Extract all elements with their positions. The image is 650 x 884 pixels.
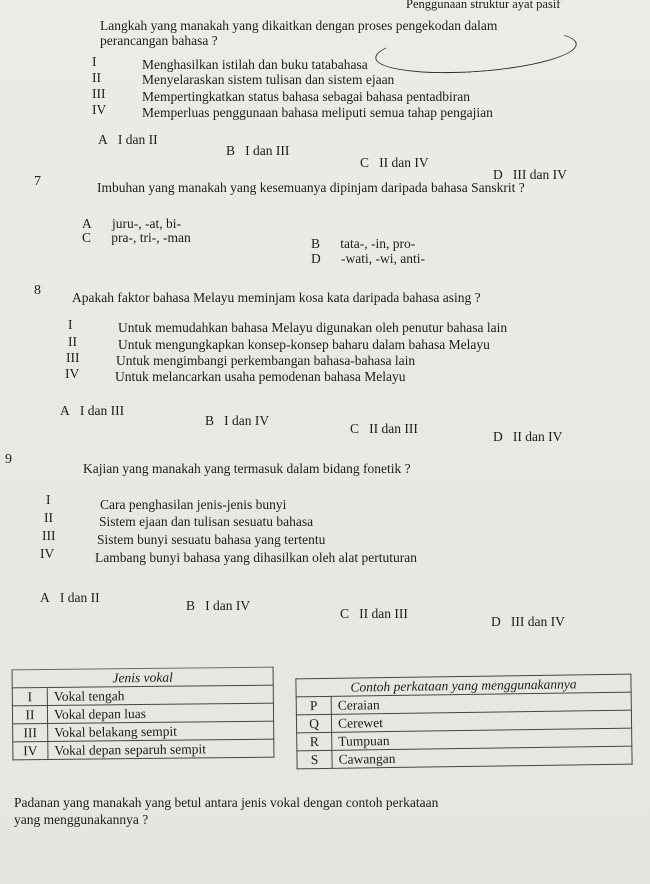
q9-item-roman: II (44, 510, 53, 525)
q6-option-a[interactable] (98, 132, 158, 148)
option-letter: A (98, 132, 108, 147)
q9-item-text: Cara penghasilan jenis-jenis bunyi (100, 497, 287, 512)
q8-option-a[interactable] (60, 403, 124, 419)
q7-number: 7 (34, 174, 41, 189)
q9-option-b[interactable] (186, 598, 250, 614)
option-letter: A (60, 403, 70, 418)
option-letter: C (360, 155, 370, 170)
q7-stem: Imbuhan yang manakah yang kesemuanya dipinjam daripada bahasa Sanskrit ? (97, 180, 525, 195)
option-letter: C (340, 606, 350, 621)
q8-item-text: Untuk mengimbangi perkembangan bahasa-bahasa lain (116, 353, 416, 368)
q8-option-c[interactable] (350, 421, 418, 437)
q6-item-roman: II (92, 70, 101, 85)
option-text: I dan III (245, 143, 290, 158)
q6-item-text: Memperluas penggunaan bahasa meliputi semua tahap pengajian (142, 105, 493, 120)
row-label: S (297, 750, 332, 768)
row-value: Vokal depan luas (47, 703, 273, 723)
q10-stem-line2: yang menggunakannya ? (14, 812, 149, 827)
q9-option-a[interactable] (40, 590, 100, 606)
row-label: IV (13, 741, 48, 759)
q6-stem-line1: Langkah yang manakah yang dikaitkan dengan proses pengekodan dalam (100, 18, 498, 33)
option-text: I dan II (59, 590, 100, 605)
option-text: II dan IV (379, 155, 429, 170)
row-value: Tumpuan (332, 728, 632, 750)
row-label: Q (296, 714, 331, 732)
option-letter: B (226, 143, 236, 158)
q6-item-roman: IV (92, 102, 107, 117)
q9-number: 9 (5, 452, 12, 467)
q7-option-c[interactable] (82, 230, 191, 246)
q9-item-roman: III (42, 528, 56, 543)
table-row (297, 746, 632, 769)
q9-option-c[interactable] (340, 606, 408, 622)
option-text: III dan IV (510, 614, 565, 629)
option-letter: C (350, 421, 360, 436)
row-value: Vokal belakang sempit (48, 721, 274, 741)
q6-option-c[interactable] (360, 155, 429, 171)
table-header: Jenis vokal (12, 667, 273, 688)
q6-option-b[interactable] (226, 143, 289, 159)
option-text: II dan III (359, 606, 408, 621)
word-example-table (295, 674, 632, 770)
option-letter: D (493, 167, 503, 182)
q8-item-text: Untuk mengungkapkan konsep-konsep baharu dalam bahasa Melayu (118, 337, 490, 352)
option-text: I dan IV (224, 413, 270, 428)
q8-item-roman: II (68, 334, 77, 349)
q7-option-b[interactable] (311, 236, 415, 252)
row-label: II (12, 706, 47, 724)
option-text: II dan IV (512, 429, 563, 444)
option-text: juru-, -at, bi- (112, 216, 181, 231)
option-letter: B (205, 413, 215, 428)
option-letter: B (186, 598, 196, 613)
row-label: P (296, 696, 331, 714)
table-row (13, 739, 274, 760)
row-value: Vokal tengah (47, 685, 273, 705)
option-text: II dan III (369, 421, 418, 436)
q8-option-b[interactable] (205, 413, 269, 429)
option-letter: C (82, 230, 92, 245)
q9-option-d[interactable] (491, 614, 565, 630)
q8-option-d[interactable] (493, 429, 562, 445)
row-label: I (12, 688, 47, 706)
q8-item-roman: I (68, 317, 73, 332)
option-text: pra-, tri-, -man (111, 230, 191, 245)
q9-item-text: Lambang bunyi bahasa yang dihasilkan oleh alat pertuturan (95, 550, 418, 565)
row-label: R (297, 732, 332, 750)
q8-item-text: Untuk melancarkan usaha pemodenan bahasa Melayu (115, 369, 406, 384)
option-text: -wati, -wi, anti- (341, 251, 425, 266)
q8-item-text: Untuk memudahkan bahasa Melayu digunakan oleh penutur bahasa lain (118, 320, 508, 335)
q6-item-roman: I (92, 54, 97, 69)
vowel-type-table (12, 667, 275, 761)
option-letter: A (40, 590, 50, 605)
option-text: I dan IV (205, 598, 251, 613)
q9-stem: Kajian yang manakah yang termasuk dalam bidang fonetik ? (83, 461, 411, 476)
option-text: I dan II (117, 132, 158, 147)
row-value: Vokal depan separuh sempit (48, 739, 274, 759)
option-text: tata-, -in, pro- (340, 236, 416, 251)
table-header: Contoh perkataan yang menggunakannya (296, 674, 631, 697)
page-header-note: Penggunaan struktur ayat pasif (406, 0, 561, 11)
option-letter: D (491, 614, 501, 629)
row-value: Cawangan (332, 746, 632, 768)
option-letter: A (82, 216, 92, 231)
q9-item-text: Sistem bunyi sesuatu bahasa yang tertentu (97, 532, 326, 547)
q6-item-text: Menghasilkan istilah dan buku tatabahasa (142, 57, 368, 72)
q8-item-roman: III (66, 350, 80, 365)
q7-option-d[interactable] (311, 251, 425, 267)
row-label: III (13, 723, 48, 741)
q8-stem: Apakah faktor bahasa Melayu meminjam kosa kata daripada bahasa asing ? (72, 290, 481, 305)
option-text: III dan IV (512, 167, 567, 182)
option-letter: D (311, 251, 321, 266)
option-text: I dan III (79, 403, 125, 418)
q8-number: 8 (34, 283, 41, 298)
row-value: Ceraian (331, 692, 631, 714)
row-value: Cerewet (331, 710, 631, 732)
q6-stem-line2: perancangan bahasa ? (100, 33, 218, 48)
q8-item-roman: IV (65, 366, 80, 381)
q6-item-roman: III (92, 86, 106, 101)
q6-item-text: Menyelaraskan sistem tulisan dan sistem ejaan (142, 72, 395, 87)
q10-stem-line1: Padanan yang manakah yang betul antara jenis vokal dengan contoh perkataan (14, 795, 439, 810)
option-letter: B (311, 236, 321, 251)
option-letter: D (493, 429, 503, 444)
q9-item-text: Sistem ejaan dan tulisan sesuatu bahasa (99, 514, 314, 529)
q9-item-roman: IV (40, 546, 55, 561)
q9-item-roman: I (46, 492, 51, 507)
q6-item-text: Mempertingkatkan status bahasa sebagai bahasa pentadbiran (142, 89, 471, 104)
